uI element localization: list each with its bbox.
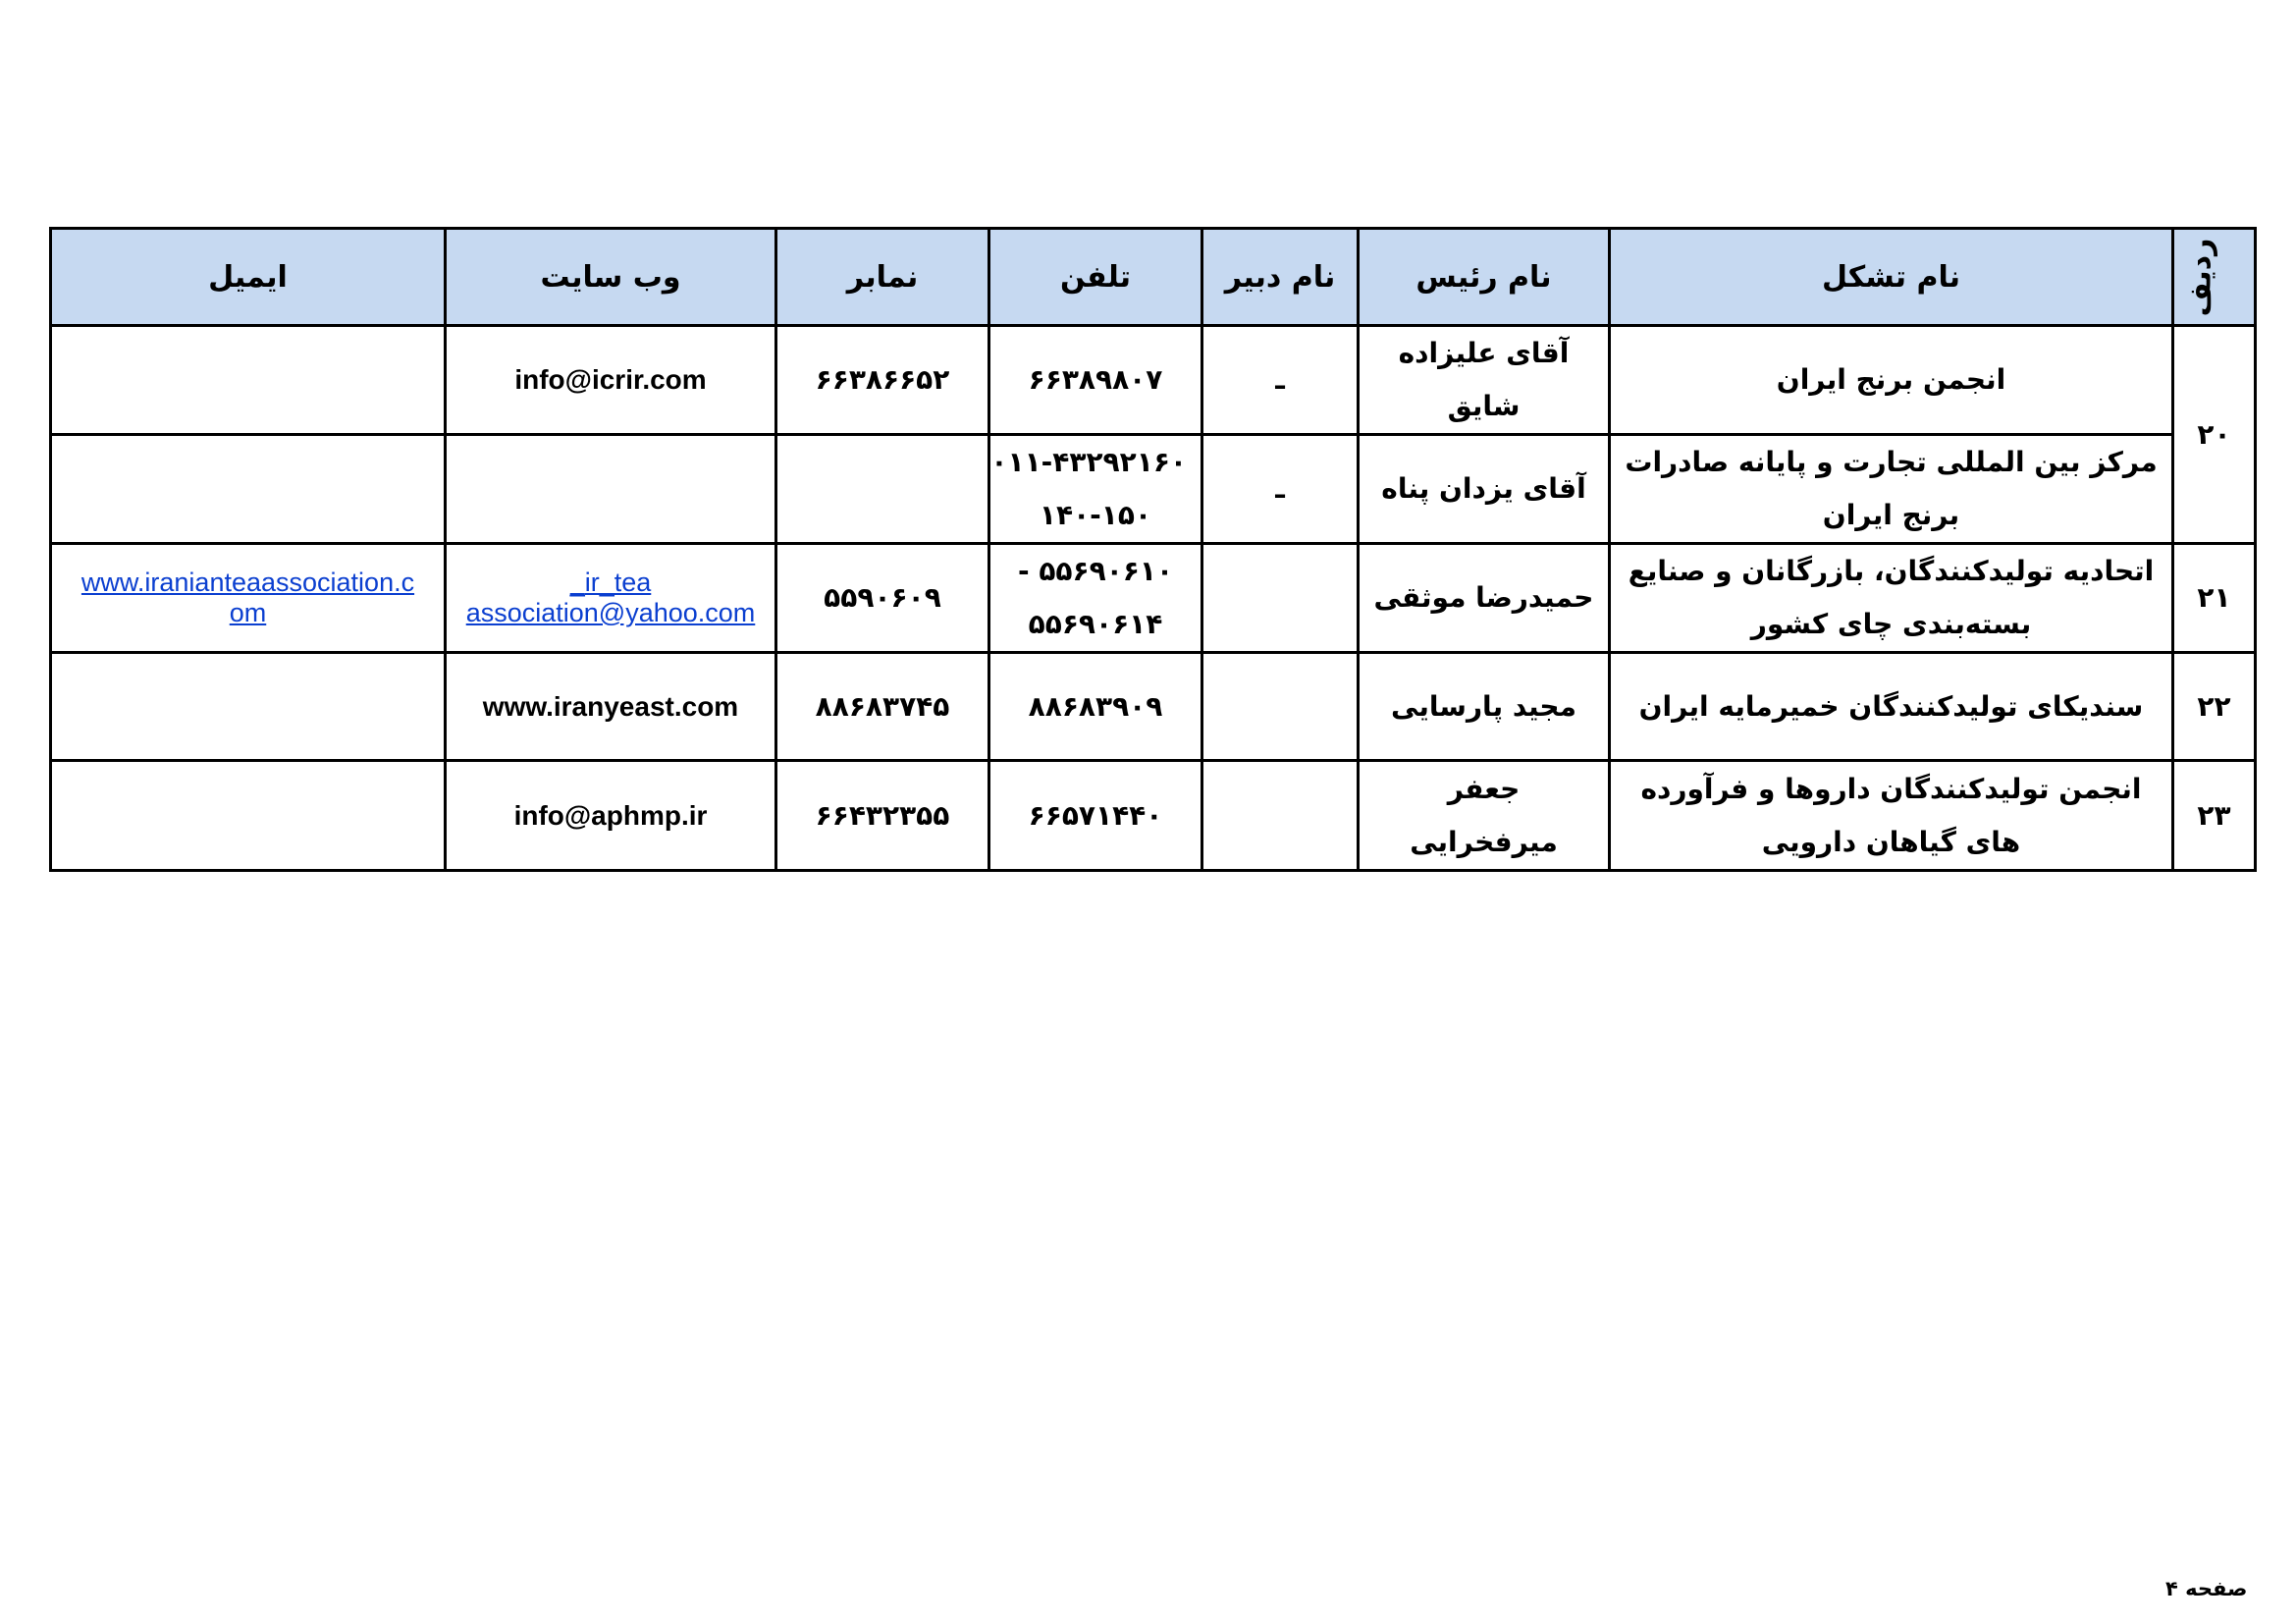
- website-cell: info@aphmp.ir: [446, 761, 776, 871]
- org-name-cell: انجمن برنج ایران: [1610, 326, 2173, 435]
- phone-line: ۵۵۶۹۰۶۱۴: [1028, 608, 1163, 640]
- header-secretary: نام دبیر: [1202, 229, 1359, 326]
- header-org-name: نام تشکل: [1610, 229, 2173, 326]
- row-number-cell: ۲۱: [2173, 544, 2256, 653]
- website-link-line[interactable]: association@yahoo.com: [465, 598, 756, 627]
- email-cell[interactable]: [51, 544, 446, 653]
- fax-cell: ۶۶۳۸۶۶۵۲: [776, 326, 989, 435]
- email-cell: [51, 761, 446, 871]
- table-row: [51, 326, 2256, 435]
- org-name-cell: اتحادیه تولیدکنندگان، بازرگانان و صنایع بسته‌بندی چای کشور: [1610, 544, 2173, 653]
- header-email: ایمیل: [51, 229, 446, 326]
- row-number-cell: ۲۳: [2173, 761, 2256, 871]
- president-cell: جعفر میرفخرایی: [1359, 761, 1610, 871]
- email-link-line[interactable]: om: [229, 598, 267, 627]
- email-link-line[interactable]: www.iranianteaassociation.c: [80, 568, 415, 597]
- email-cell: [51, 326, 446, 435]
- table-row: [51, 653, 2256, 761]
- fax-cell: ۸۸۶۸۳۷۴۵: [776, 653, 989, 761]
- org-name-cell: انجمن تولیدکنندگان داروها و فرآورده های گیاهان دارویی: [1610, 761, 2173, 871]
- fax-cell: [776, 435, 989, 544]
- secretary-cell: [1202, 653, 1359, 761]
- org-name-cell: مرکز بین المللی تجارت و پایانه صادرات برنج ایران: [1610, 435, 2173, 544]
- org-name-cell: سندیکای تولیدکنندگان خمیرمایه ایران: [1610, 653, 2173, 761]
- website-cell: www.iranyeast.com: [446, 653, 776, 761]
- phone-cell: ۶۶۵۷۱۴۴۰: [989, 761, 1202, 871]
- header-fax: نمابر: [776, 229, 989, 326]
- table-row: [51, 435, 2256, 544]
- table-row: [51, 544, 2256, 653]
- website-cell[interactable]: [446, 544, 776, 653]
- secretary-cell: [1202, 761, 1359, 871]
- website-cell: [446, 435, 776, 544]
- email-cell: [51, 435, 446, 544]
- phone-cell: [989, 544, 1202, 653]
- fax-cell: ۶۶۴۳۲۳۵۵: [776, 761, 989, 871]
- header-website: وب سایت: [446, 229, 776, 326]
- header-phone: تلفن: [989, 229, 1202, 326]
- president-cell: مجید پارسایی: [1359, 653, 1610, 761]
- website-cell: info@icrir.com: [446, 326, 776, 435]
- header-president: نام رئیس: [1359, 229, 1610, 326]
- phone-line: ۵۵۶۹۰۶۱۰ -: [1017, 555, 1174, 587]
- row-number-cell: ۲۰: [2173, 326, 2256, 544]
- header-row: [51, 229, 2256, 326]
- phone-cell: [989, 435, 1202, 544]
- row-number-cell: ۲۲: [2173, 653, 2256, 761]
- email-cell: [51, 653, 446, 761]
- directory-table: [49, 227, 2257, 872]
- secretary-cell: ـ: [1202, 326, 1359, 435]
- secretary-cell: [1202, 544, 1359, 653]
- page-number: صفحه ۴: [2165, 1577, 2248, 1600]
- table-row: [51, 761, 2256, 871]
- website-link-line[interactable]: ir_tea_: [569, 568, 652, 597]
- header-row-number: ردیف: [2173, 229, 2256, 326]
- president-cell: آقای یزدان پناه: [1359, 435, 1610, 544]
- phone-line: ۱۴۰-۱۵۰: [1039, 499, 1152, 531]
- president-cell: حمیدرضا موثقی: [1359, 544, 1610, 653]
- fax-cell: ۵۵۹۰۶۰۹: [776, 544, 989, 653]
- phone-cell: ۶۶۳۸۹۸۰۷: [989, 326, 1202, 435]
- phone-cell: ۸۸۶۸۳۹۰۹: [989, 653, 1202, 761]
- secretary-cell: ـ: [1202, 435, 1359, 544]
- president-cell: آقای علیزاده شایق: [1359, 326, 1610, 435]
- phone-line: ۰۱۱-۴۳۲۹۲۱۶۰: [990, 446, 1187, 478]
